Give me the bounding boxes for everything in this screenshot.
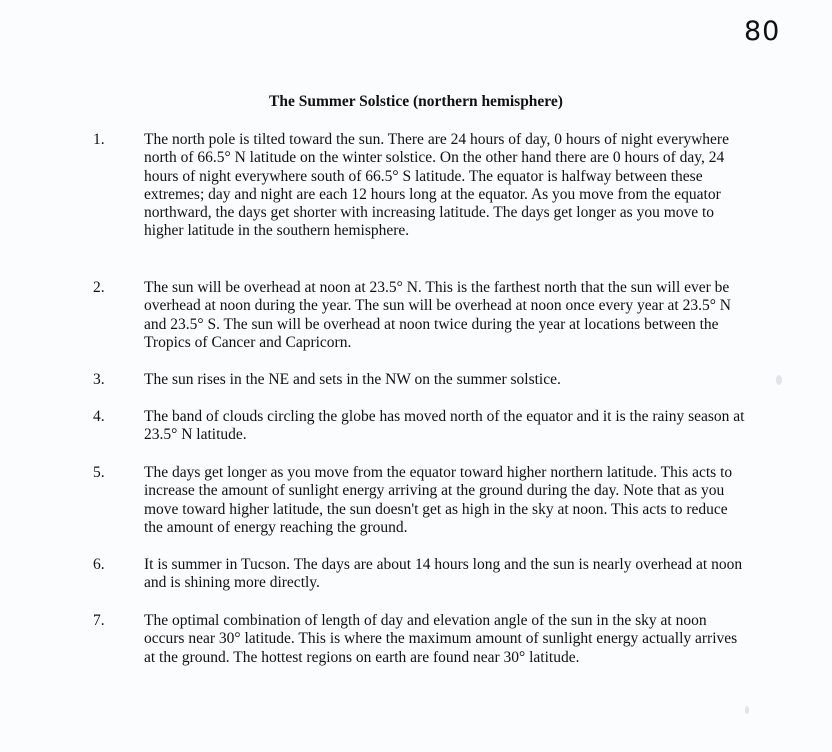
item-number: 5. bbox=[93, 464, 105, 481]
item-number: 3. bbox=[93, 371, 105, 388]
page-number: 80 bbox=[744, 16, 781, 47]
item-number: 2. bbox=[93, 279, 105, 296]
item-text: The sun rises in the NE and sets in the NW on the summer solstice. bbox=[144, 371, 561, 388]
item-text: The sun will be overhead at noon at 23.5° N. This is the farthest north that the sun will ever be overhead at noon during the year. The sun will be overhead at noon once every year at 23.5° N and 23.5° S. The sun will be overhead at noon twice during the year at locations between the Tropics of Cancer and Capricorn. bbox=[144, 279, 731, 351]
item-number: 6. bbox=[93, 556, 105, 573]
scan-speck bbox=[745, 706, 749, 714]
item-number: 7. bbox=[93, 612, 105, 629]
item-text: The optimal combination of length of day and elevation angle of the sun in the sky at noon occurs near 30° latitude. This is where the maximum amount of sunlight energy actually arrives at the ground. The hottest regions on earth are found near 30° latitude. bbox=[144, 612, 738, 666]
item-number: 4. bbox=[93, 408, 105, 425]
scan-speck bbox=[776, 375, 782, 385]
item-text: The days get longer as you move from the equator toward higher northern latitude. This acts to increase the amount of sunlight energy arriving at the ground during the day. Note that as you move toward higher latitude, the sun doesn't get as high in the sky at noon. This acts to reduce the amount of energy reaching the ground. bbox=[144, 464, 733, 536]
page-title: The Summer Solstice (northern hemisphere) bbox=[269, 93, 563, 110]
item-text: It is summer in Tucson. The days are about 14 hours long and the sun is nearly overhead at noon and is shining more directly. bbox=[144, 556, 743, 592]
item-number: 1. bbox=[93, 131, 105, 148]
item-text: The band of clouds circling the globe has moved north of the equator and it is the rainy season at 23.5° N latitude. bbox=[144, 408, 745, 444]
item-text: The north pole is tilted toward the sun. There are 24 hours of day, 0 hours of night everywhere north of 66.5° N latitude on the winter solstice. On the other hand there are 0 hours of day, 24 hours of night everywhere south of 66.5° S latitude. The equator is halfway between these extremes; day and night are each 12 hours long at the equator. As you move from the equator northward, the days get shorter with increasing latitude. The days get longer as you move to higher latitude in the southern hemisphere. bbox=[144, 131, 729, 240]
